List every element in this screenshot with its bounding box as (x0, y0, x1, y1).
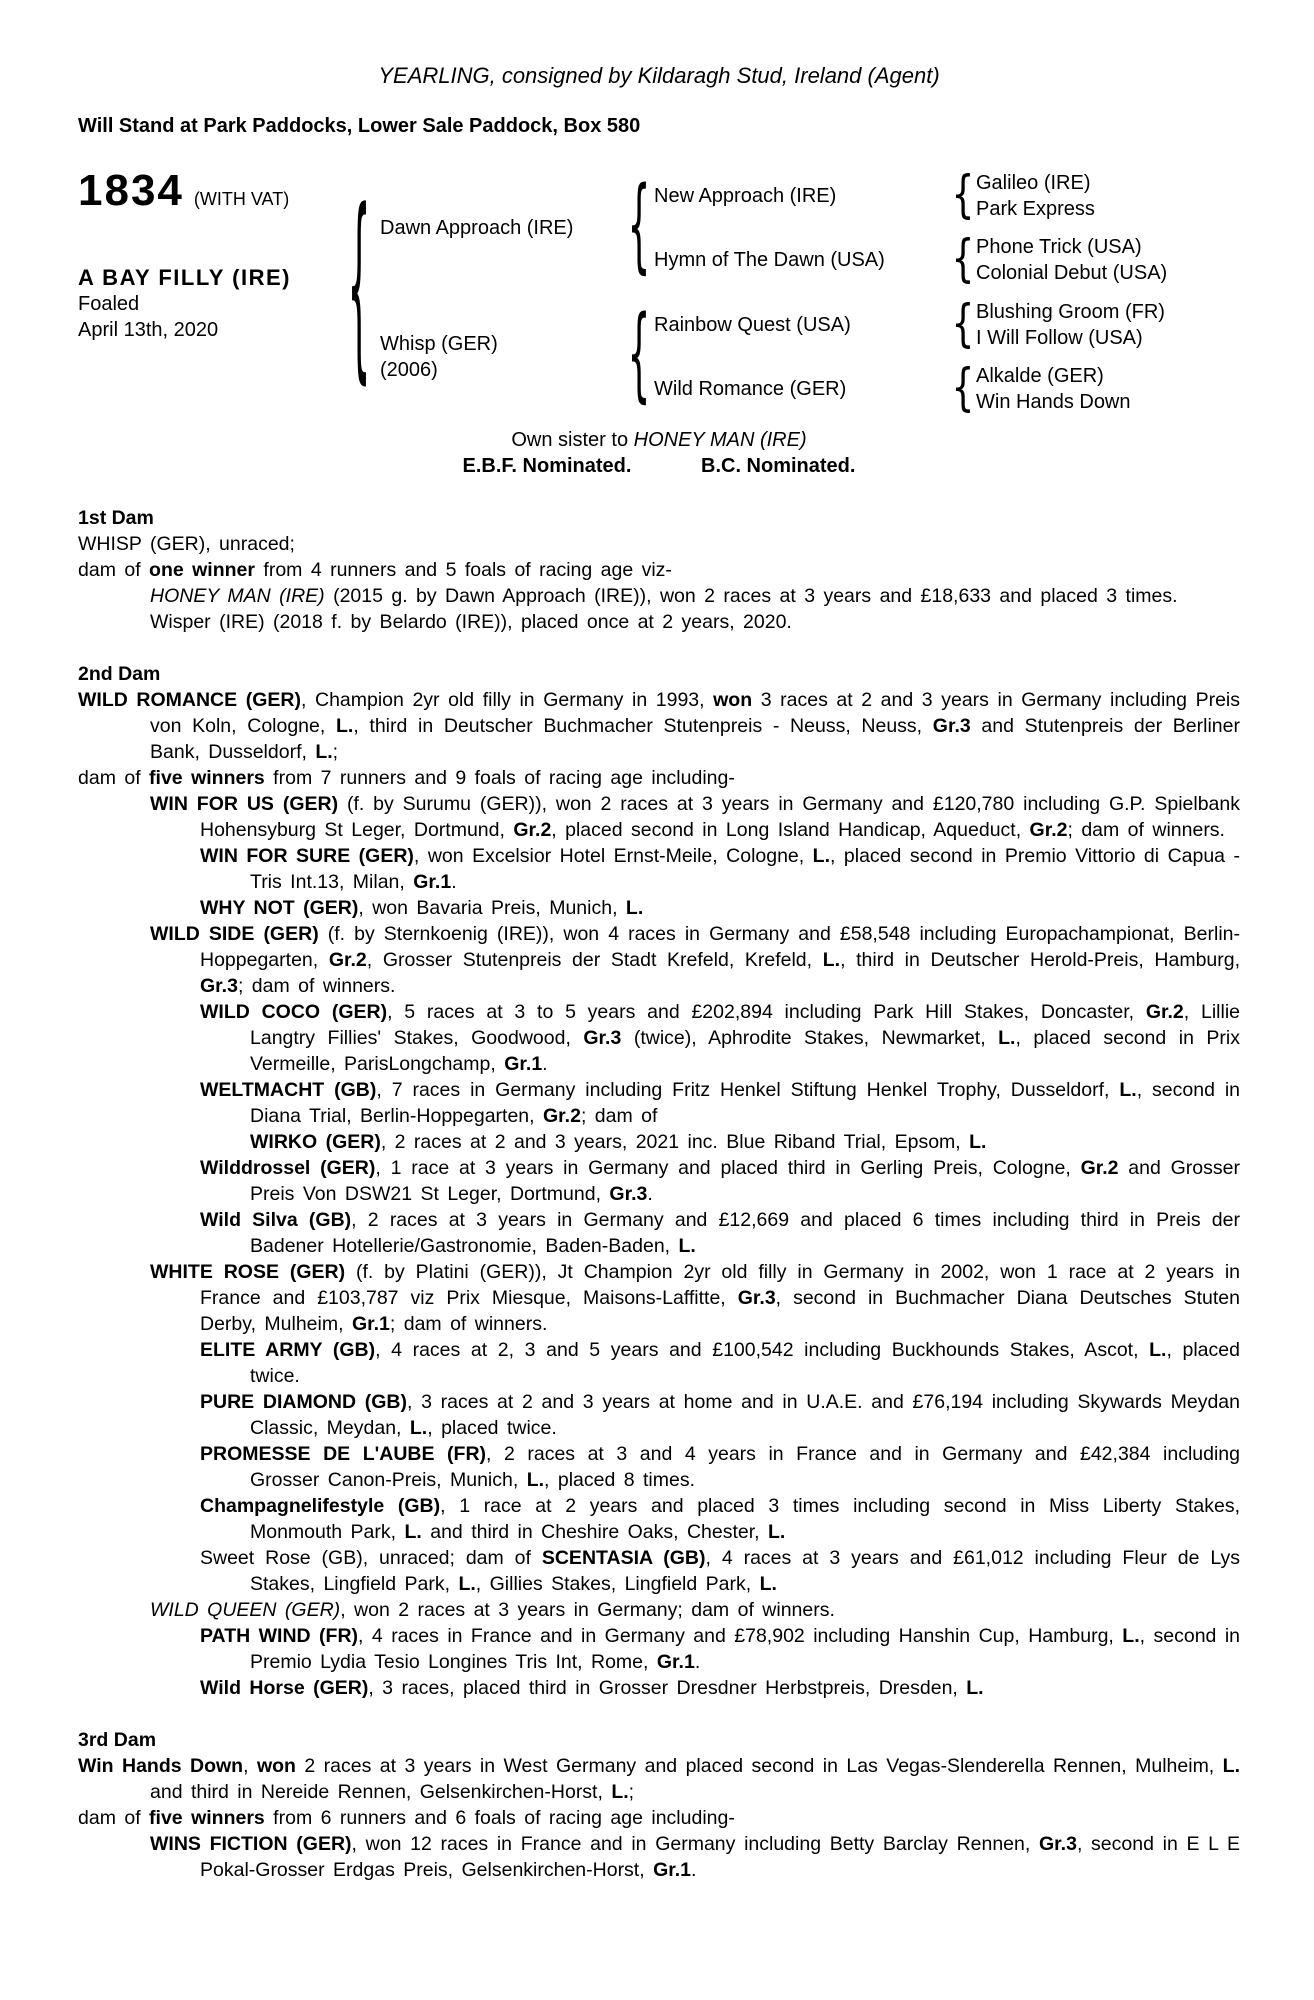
sire-row (380, 165, 1168, 288)
dam-row (380, 294, 1167, 417)
ggp-name: I Will Follow (USA) (976, 326, 1143, 349)
catalogue-paragraph: PURE DIAMOND (GB), 3 races at 2 and 3 years at home and in U.A.E. and £76,194 including Skywards Meydan Classic, Meydan, L., placed twice. (200, 1391, 1240, 1439)
own-sister-note: Own sister to HONEY MAN (IRE) (511, 429, 807, 451)
pedigree-brace: { (951, 165, 975, 224)
catalogue-paragraph: WILD COCO (GER), 5 races at 3 to 5 years and £202,894 including Park Hill Stakes, Doncaster, Gr.2, Lillie Langtry Fillies' Stakes, Goodwood, Gr.3 (twice), Aphrodite Stakes, Newmarket, L., placed second in Prix Vermeille, ParisLongchamp, Gr.1. (200, 1001, 1240, 1075)
stand-location: Will Stand at Park Paddocks, Lower Sale Paddock, Box 580 (78, 115, 641, 137)
catalogue-paragraph: Wild Horse (GER), 3 races, placed third in Grosser Dresdner Herbstpreis, Dresden, L. (200, 1677, 984, 1699)
sire-grandsire-name: New Approach (IRE) (654, 184, 837, 207)
foaled-label: Foaled (78, 293, 140, 315)
pedigree-brace: { (951, 358, 975, 417)
pedigree-brace: { (347, 174, 371, 404)
lot-info (78, 166, 350, 415)
pedigree-brace: { (627, 296, 651, 414)
catalogue-paragraph: dam of five winners from 6 runners and 6 foals of racing age including- (78, 1807, 735, 1829)
catalogue-paragraph: dam of five winners from 7 runners and 9 foals of racing age including- (78, 767, 735, 789)
catalogue-paragraph: WIRKO (GER), 2 races at 2 and 3 years, 2021 inc. Blue Riband Trial, Epsom, L. (250, 1131, 987, 1153)
vat-note: (WITH VAT) (193, 189, 290, 209)
catalogue-paragraph: PATH WIND (FR), 4 races in France and in Germany and £78,902 including Hanshin Cup, Hamburg, L., second in Premio Lydia Tesio Longines Tris Int, Rome, Gr.1. (200, 1625, 1240, 1673)
catalogue-paragraph: ELITE ARMY (GB), 4 races at 2, 3 and 5 years and £100,542 including Buckhounds Stakes, Ascot, L., placed twice. (200, 1339, 1240, 1387)
catalogue-paragraph: WIN FOR SURE (GER), won Excelsior Hotel Ernst-Meile, Cologne, L., placed second in Premio Vittorio di Capua - Tris Int.13, Milan, Gr.1. (200, 845, 1240, 893)
pedigree-table (78, 165, 1240, 417)
pedigree-tree (347, 165, 1168, 417)
dam-year: (2006) (380, 358, 438, 381)
dam-sections (78, 505, 1240, 1883)
dam-section (78, 505, 1240, 635)
pedigree-brace: { (951, 294, 975, 353)
bc-nominated: B.C. Nominated. (701, 455, 856, 477)
catalogue-paragraph: WIN FOR US (GER) (f. by Surumu (GER)), won 2 races at 3 years in Germany and £120,780 including G.P. Spielbank Hohensyburg St Leger, Dortmund, Gr.2, placed second in Long Island Handicap, Aqueduct, Gr.2; dam of winners. (150, 793, 1240, 841)
catalogue-paragraph: Wisper (IRE) (2018 f. by Belardo (IRE)), placed once at 2 years, 2020. (150, 611, 792, 633)
ebf-nominated: E.B.F. Nominated. (462, 455, 632, 477)
catalogue-paragraph: Wild Silva (GB), 2 races at 3 years in Germany and £12,669 and placed 6 times including third in Preis der Badener Hotellerie/Gastronomie, Baden-Baden, L. (200, 1209, 1240, 1257)
dam-section (78, 1727, 1240, 1883)
catalogue-paragraph: WILD QUEEN (GER), won 2 races at 3 years in Germany; dam of winners. (150, 1599, 835, 1621)
dam-name (380, 331, 630, 383)
foaled-date: April 13th, 2020 (78, 319, 219, 341)
sire-name: Dawn Approach (IRE) (380, 216, 574, 239)
catalogue-paragraph: WINS FICTION (GER), won 12 races in France and in Germany including Betty Barclay Rennen, Gr.3, second in E L E Pokal-Grosser Erdgas Preis, Gelsenkirchen-Horst, Gr.1. (150, 1833, 1240, 1881)
catalogue-paragraph: Wilddrossel (GER), 1 race at 3 years in Germany and placed third in Gerling Preis, Cologne, Gr.2 and Grosser Preis Von DSW21 St Leger, Dortmund, Gr.3. (200, 1157, 1240, 1205)
ggp-name: Win Hands Down (976, 390, 1131, 413)
pedigree-brace: { (627, 167, 651, 285)
catalogue-paragraph: WHY NOT (GER), won Bavaria Preis, Munich, L. (200, 897, 644, 919)
catalogue-paragraph: Champagnelifestyle (GB), 1 race at 2 years and placed 3 times including second in Miss Liberty Stakes, Monmouth Park, L. and third in Cheshire Oaks, Chester, L. (200, 1495, 1240, 1543)
ggp-name: Galileo (IRE) (976, 171, 1091, 194)
nomination-line (78, 453, 1240, 479)
section-heading: 3rd Dam (78, 1729, 157, 1751)
catalogue-paragraph: WILD ROMANCE (GER), Champion 2yr old filly in Germany in 1993, won 3 races at 2 and 3 years in Germany including Preis von Koln, Cologne, L., third in Deutscher Buchmacher Stutenpreis - Neuss, Neuss, Gr.3 and Stutenpreis der Berliner Bank, Dusseldorf, L.; (78, 689, 1240, 763)
dam-granddam-name: Wild Romance (GER) (654, 377, 847, 400)
ggp-name: Park Express (976, 197, 1095, 220)
catalogue-paragraph: WILD SIDE (GER) (f. by Sternkoenig (IRE)), won 4 races in Germany and £58,548 including Europachampionat, Berlin-Hoppegarten, Gr.2, Grosser Stutenpreis der Stadt Krefeld, Krefeld, L., third in Deutscher Herold-Preis, Hamburg, Gr.3; dam of winners. (150, 923, 1241, 997)
ggp-name: Phone Trick (USA) (976, 235, 1142, 258)
pedigree-brace: { (951, 229, 975, 288)
lot-number: 1834 (78, 166, 184, 215)
dam-grandsire-name: Rainbow Quest (USA) (654, 313, 851, 336)
dam-name-text: Whisp (GER) (380, 332, 498, 355)
catalogue-paragraph: WHISP (GER), unraced; (78, 533, 295, 555)
catalogue-paragraph: WHITE ROSE (GER) (f. by Platini (GER)), Jt Champion 2yr old filly in Germany in 2002, won 1 race at 2 years in France and £103,787 viz Prix Miesque, Maisons-Laffitte, Gr.3, second in Buchmacher Diana Deutsches Stuten Derby, Mulheim, Gr.1; dam of winners. (150, 1261, 1241, 1335)
catalogue-paragraph: Win Hands Down, won 2 races at 3 years in West Germany and placed second in Las Vegas-Slenderella Rennen, Mulheim, L. and third in Nereide Rennen, Gelsenkirchen-Horst, L.; (78, 1755, 1241, 1803)
section-heading: 2nd Dam (78, 663, 161, 685)
catalogue-paragraph: HONEY MAN (IRE) (2015 g. by Dawn Approach (IRE)), won 2 races at 3 years and £18,633 and placed 3 times. (150, 585, 1178, 607)
ggp-name: Alkalde (GER) (976, 364, 1104, 387)
catalogue-paragraph: PROMESSE DE L'AUBE (FR), 2 races at 3 and 4 years in France and in Germany and £42,384 including Grosser Canon-Preis, Munich, L., placed 8 times. (200, 1443, 1240, 1491)
sire-granddam-name: Hymn of The Dawn (USA) (654, 248, 885, 271)
catalogue-paragraph: dam of one winner from 4 runners and 5 foals of racing age viz- (78, 559, 672, 581)
section-heading: 1st Dam (78, 507, 154, 529)
consignment-title: YEARLING, consigned by Kildaragh Stud, Ireland (Agent) (378, 63, 940, 88)
catalogue-paragraph: Sweet Rose (GB), unraced; dam of SCENTASIA (GB), 4 races at 3 years and £61,012 including Fleur de Lys Stakes, Lingfield Park, L., Gillies Stakes, Lingfield Park, L. (200, 1547, 1240, 1595)
ggp-name: Colonial Debut (USA) (976, 261, 1168, 284)
catalogue-paragraph: WELTMACHT (GB), 7 races in Germany including Fritz Henkel Stiftung Henkel Trophy, Dusseldorf, L., second in Diana Trial, Berlin-Hoppegarten, Gr.2; dam of (200, 1079, 1241, 1127)
horse-description: A BAY FILLY (IRE) (78, 265, 291, 290)
ggp-name: Blushing Groom (FR) (976, 300, 1165, 323)
dam-section (78, 661, 1240, 1701)
